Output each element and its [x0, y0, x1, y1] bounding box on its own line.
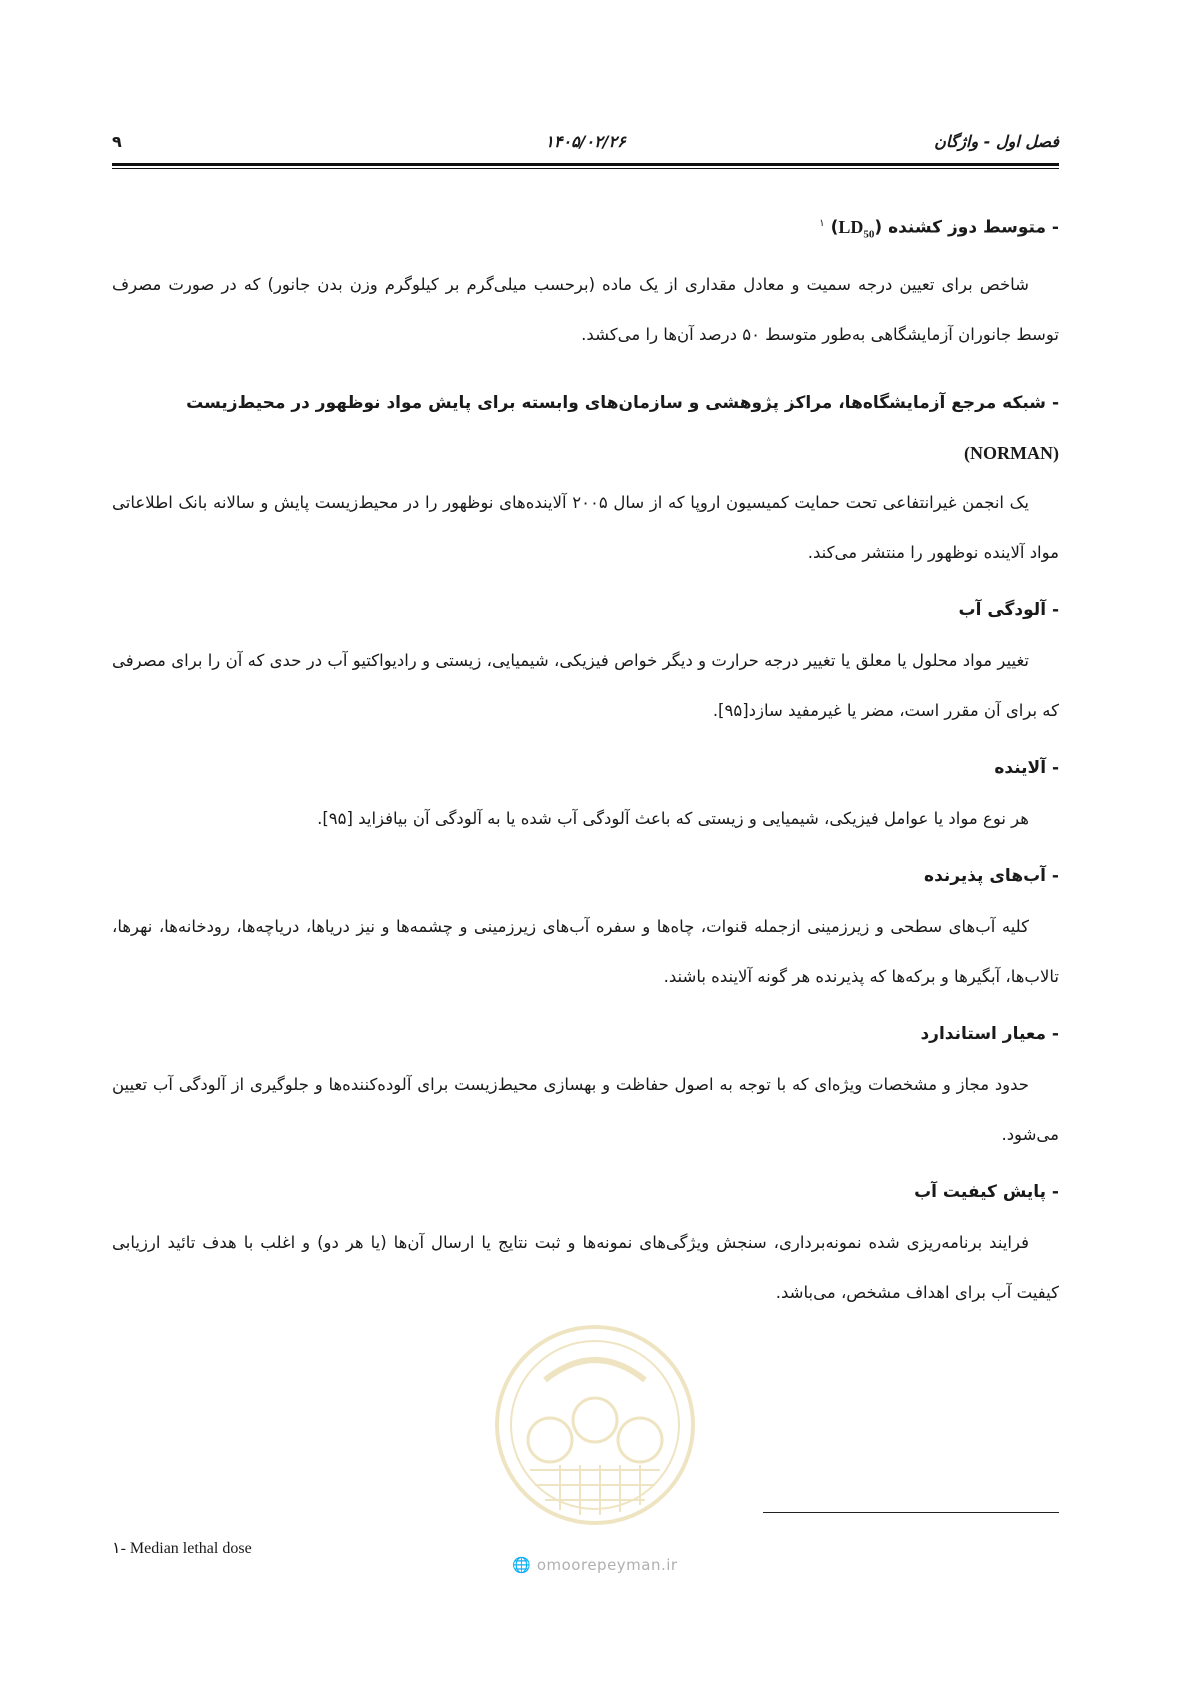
header-date: ۱۴۰۵/۰۲/۲۶: [545, 132, 626, 151]
glossary-entry-receiving-waters: [112, 862, 1059, 1002]
header-rule-thin: [112, 168, 1059, 169]
page-number: ۹: [112, 132, 122, 151]
term-heading: [112, 210, 1059, 248]
term-heading: [112, 378, 1059, 478]
glossary-entry-ld50: [112, 210, 1059, 360]
term-text: - متوسط دوز کشنده (: [874, 217, 1059, 238]
term-text: - شبکه مرجع آزمایشگاه‌ها، مراکز پژوهشی و سازمان‌های وابسته برای پایش مواد نوظهور در محیط‌زیست: [186, 393, 1059, 414]
term-definition: تغییر مواد محلول یا معلق یا تغییر درجه حرارت و دیگر خواص فیزیکی، شیمیایی، زیستی و رادیواکتیو آب در حدی که آن را برای مصرفی که برای آن مقرر است، مضر یا غیرمفید سازد[۹۵].: [112, 651, 1059, 721]
glossary-entry-standard-criteria: [112, 1020, 1059, 1160]
term-latin: (NORMAN): [964, 443, 1059, 464]
term-definition: شاخص برای تعیین درجه سمیت و معادل مقداری از یک ماده (برحسب میلی‌گرم بر کیلوگرم وزن بدن جانور) که در صورت مصرف توسط جانوران آزمایشگاهی به‌طور متوسط ۵۰ درصد آن‌ها را می‌کشد.: [112, 275, 1059, 345]
footnote: ۱- Median lethal dose: [112, 1540, 252, 1557]
term-heading: - پایش کیفیت آب: [914, 1182, 1059, 1203]
watermark-seal-logo: [490, 1320, 700, 1530]
term-heading: - آلاینده: [994, 758, 1059, 779]
watermark-url-text: omoorepeyman.ir: [536, 1556, 678, 1574]
term-subscript: 50: [863, 228, 875, 241]
term-close: ): [830, 217, 839, 238]
glossary-content: [112, 210, 1059, 1318]
term-definition: هر نوع مواد یا عوامل فیزیکی، شیمیایی و زیستی که باعث آلودگی آب شده یا به آلودگی آن بیافزاید [۹۵].: [317, 809, 1029, 829]
header-rule: [112, 163, 1059, 166]
term-heading: - آب‌های پذیرنده: [924, 866, 1059, 887]
chapter-title: فصل اول - واژگان: [934, 132, 1059, 151]
term-definition: کلیه آب‌های سطحی و زیرزمینی ازجمله قنوات، چاه‌ها و سفره آب‌های زیرزمینی و چشمه‌ها و نیز دریاها، دریاچه‌ها، رودخانه‌ها، نهرها، تالاب‌ها، آبگیرها و برکه‌ها که پذیرنده هر گونه آلاینده باشند.: [112, 917, 1059, 987]
term-definition: حدود مجاز و مشخصات ویژه‌ای که با توجه به اصول حفاظت و بهسازی محیط‌زیست برای آلوده‌کننده‌ها و جلوگیری از آلودگی آب تعیین می‌شود.: [112, 1075, 1059, 1145]
glossary-entry-water-quality-monitoring: [112, 1178, 1059, 1318]
footnote-rule: [763, 1512, 1059, 1513]
term-latin: [838, 216, 875, 241]
glossary-entry-pollutant: [112, 754, 1059, 844]
term-heading: - معیار استاندارد: [920, 1024, 1059, 1045]
footnote-marker: ۱: [819, 218, 825, 229]
glossary-entry-water-pollution: [112, 596, 1059, 736]
glossary-entry-norman: [112, 378, 1059, 578]
page-header: [112, 128, 1059, 158]
term-heading: - آلودگی آب: [958, 600, 1059, 621]
watermark-url: 🌐 omoorepeyman.ir: [512, 1556, 678, 1574]
term-definition: فرایند برنامه‌ریزی شده نمونه‌برداری، سنجش ویژگی‌های نمونه‌ها و ثبت نتایج یا ارسال آن‌ها (یا هر دو) و اغلب با هدف تائید ارزیابی کیفیت آب برای اهداف مشخص، می‌باشد.: [112, 1233, 1059, 1303]
term-definition: یک انجمن غیرانتفاعی تحت حمایت کمیسیون اروپا که از سال ۲۰۰۵ آلاینده‌های نوظهور را در محیط‌زیست پایش و سالانه بانک اطلاعاتی مواد آلاینده نوظهور را منتشر می‌کند.: [112, 493, 1059, 563]
term-latin-text: LD: [838, 216, 864, 237]
